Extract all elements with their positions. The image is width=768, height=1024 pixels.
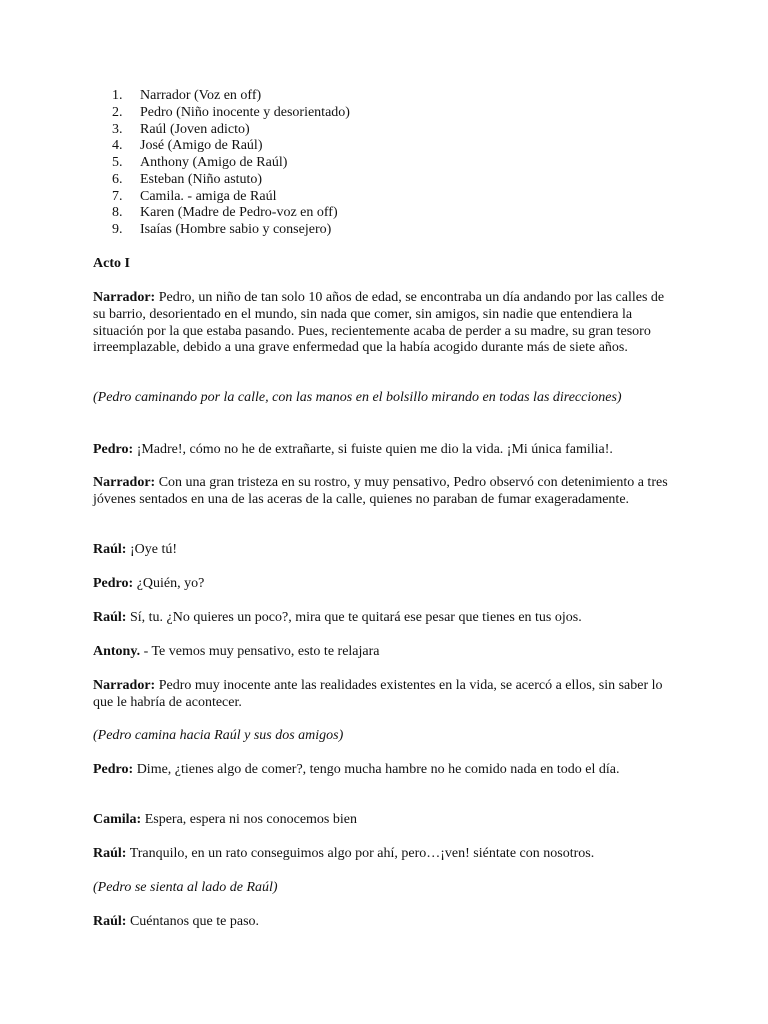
- dialogue-text: Con una gran tristeza en su rostro, y muy pensativo, Pedro observó con detenimiento a tres jóvenes sentados en una de las aceras de la calle, quienes no paraban de fumar exageradamente.: [93, 475, 668, 507]
- script-line-raul: [93, 610, 678, 627]
- cast-number: 1.: [112, 88, 123, 103]
- cast-number: 4.: [112, 138, 123, 154]
- cast-item: [112, 222, 350, 239]
- speaker-name: Pedro:: [93, 576, 134, 591]
- dialogue-text: Cuéntanos que te paso.: [126, 914, 260, 929]
- script-line-antony: [93, 644, 678, 661]
- dialogue-text: Espera, espera ni nos conocemos bien: [141, 812, 357, 827]
- cast-text: Pedro (Niño inocente y desorientado): [140, 104, 350, 120]
- cast-item: [112, 122, 350, 139]
- dialogue-text: Pedro, un niño de tan solo 10 años de edad, se encontraba un día andando por las calles de su barrio, desorientado en el mundo, sin nada que comer, sin amigos, sin nadie que entendiera la situación por la que estaba pasando. Pues, recientemente acaba de perder a su madre, su gran tesoro irreemplazable, debido a una grave enfermedad que la había acogido durante más de siete años.: [93, 290, 665, 356]
- cast-item: [112, 105, 350, 122]
- cast-number: 7.: [112, 188, 123, 204]
- dialogue-text: Dime, ¿tienes algo de comer?, tengo mucha hambre no he comido nada en todo el día.: [133, 762, 620, 777]
- script-line-camila: [93, 812, 678, 829]
- script-line-pedro: [93, 762, 678, 779]
- dialogue-text: Sí, tu. ¿No quieres un poco?, mira que te quitará ese pesar que tienes en tus ojos.: [126, 610, 582, 625]
- speaker-name: Raúl:: [93, 914, 127, 929]
- act-title: Acto I: [93, 256, 130, 271]
- script-line-narrator: [93, 475, 678, 509]
- script-line-narrator: [93, 678, 678, 712]
- speaker-name: Raúl:: [93, 610, 127, 625]
- cast-number: 3.: [112, 121, 123, 137]
- cast-text: Karen (Madre de Pedro-voz en off): [140, 205, 338, 221]
- script-line-raul: [93, 542, 678, 559]
- speaker-name: Raúl:: [93, 542, 127, 557]
- stage-direction: (Pedro camina hacia Raúl y sus dos amigos): [93, 728, 344, 743]
- script-line-narrator: [93, 290, 678, 357]
- script-line-raul: [93, 846, 678, 863]
- speaker-name: Camila:: [93, 812, 142, 827]
- speaker-name: Raúl:: [93, 846, 127, 861]
- speaker-name: Antony.: [93, 644, 141, 659]
- cast-text: José (Amigo de Raúl): [140, 138, 263, 154]
- cast-number: 5.: [112, 155, 123, 170]
- speaker-name: Pedro:: [93, 762, 134, 777]
- cast-item: [112, 189, 350, 206]
- stage-direction: (Pedro caminando por la calle, con las manos en el bolsillo mirando en todas las direcciones): [93, 390, 622, 405]
- script-line-pedro: [93, 442, 678, 459]
- cast-text: Camila. - amiga de Raúl: [140, 188, 277, 204]
- cast-number: 2.: [112, 104, 123, 120]
- cast-item: [112, 138, 350, 155]
- cast-text: Raúl (Joven adicto): [140, 121, 250, 137]
- dialogue-text: ¿Quién, yo?: [133, 576, 205, 591]
- dialogue-text: ¡Oye tú!: [126, 542, 177, 557]
- dialogue-text: Pedro muy inocente ante las realidades existentes en la vida, se acercó a ellos, sin saber lo que le habría de acontecer.: [93, 678, 663, 710]
- cast-number: 6.: [112, 171, 123, 187]
- cast-item: [112, 88, 350, 105]
- cast-item: [112, 205, 350, 222]
- cast-text: Isaías (Hombre sabio y consejero): [140, 222, 332, 237]
- dialogue-text: Tranquilo, en un rato conseguimos algo por ahí, pero…¡ven! siéntate con nosotros.: [126, 846, 595, 861]
- cast-item: [112, 155, 350, 172]
- speaker-name: Narrador:: [93, 290, 156, 305]
- stage-direction: (Pedro se sienta al lado de Raúl): [93, 880, 278, 895]
- script-line-raul: [93, 914, 678, 931]
- cast-text: Narrador (Voz en off): [140, 88, 262, 103]
- speaker-name: Pedro:: [93, 442, 134, 457]
- cast-number: 8.: [112, 205, 123, 221]
- dialogue-text: ¡Madre!, cómo no he de extrañarte, si fuiste quien me dio la vida. ¡Mi única familia!.: [133, 442, 613, 457]
- speaker-name: Narrador:: [93, 475, 156, 490]
- cast-text: Anthony (Amigo de Raúl): [140, 155, 288, 170]
- dialogue-text: - Te vemos muy pensativo, esto te relajara: [140, 644, 380, 659]
- cast-item: [112, 172, 350, 189]
- cast-list: [112, 88, 350, 239]
- cast-number: 9.: [112, 222, 123, 237]
- script-line-pedro: [93, 576, 678, 593]
- speaker-name: Narrador:: [93, 678, 156, 693]
- cast-text: Esteban (Niño astuto): [140, 171, 263, 187]
